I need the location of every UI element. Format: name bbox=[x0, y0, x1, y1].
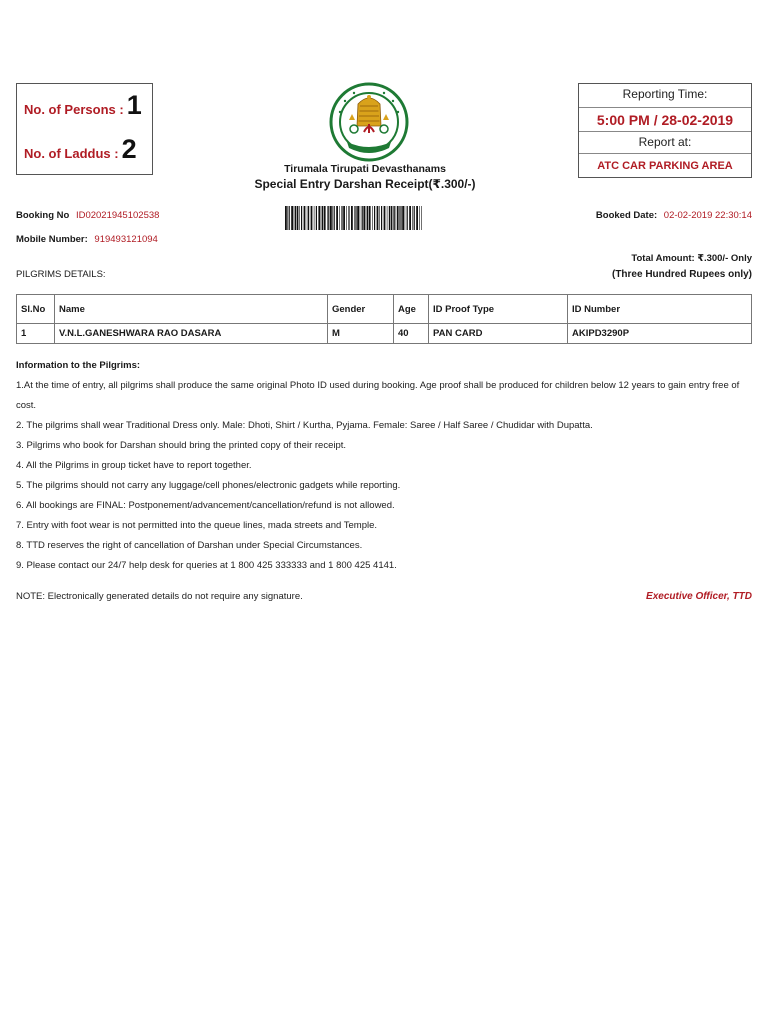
receipt-title: Special Entry Darshan Receipt(₹.300/-) bbox=[254, 177, 476, 191]
signature-note: NOTE: Electronically generated details do not require any signature. bbox=[16, 591, 303, 602]
laddus-count: 2 bbox=[121, 134, 137, 164]
table-cell: PAN CARD bbox=[429, 324, 568, 344]
total-amount-words: (Three Hundred Rupees only) bbox=[611, 269, 752, 280]
barcode-icon bbox=[285, 206, 422, 230]
report-at-value: ATC CAR PARKING AREA bbox=[579, 153, 751, 178]
table-cell: 40 bbox=[394, 324, 429, 344]
table-cell: V.N.L.GANESHWARA RAO DASARA bbox=[55, 324, 328, 344]
signatory: Executive Officer, TTD bbox=[646, 591, 752, 602]
booked-date-label: Booked Date: bbox=[595, 210, 658, 221]
info-list bbox=[16, 376, 752, 576]
info-item: 1.At the time of entry, all pilgrims shall produce the same original Photo ID used during booking. Age proof shall be produced for children below 12 years to gain entry free of cost. bbox=[16, 380, 740, 411]
laddus-row bbox=[24, 132, 137, 166]
table-row bbox=[17, 324, 752, 344]
info-item: 9. Please contact our 24/7 help desk for queries at 1 800 425 333333 and 1 800 425 4141. bbox=[16, 560, 397, 571]
info-item: 8. TTD reserves the right of cancellation of Darshan under Special Circumstances. bbox=[16, 540, 363, 551]
mobile-number bbox=[16, 234, 158, 245]
info-item: 2. The pilgrims shall wear Traditional Dress only. Male: Dhoti, Shirt / Kurtha, Pyjama. Female: Saree / Half Saree / Chudidar with Dupatta. bbox=[16, 420, 593, 431]
column-header: Name bbox=[55, 295, 328, 324]
mobile-number-label: Mobile Number: bbox=[16, 234, 88, 245]
reporting-info-box bbox=[578, 83, 752, 178]
info-item: 5. The pilgrims should not carry any luggage/cell phones/electronic gadgets while reporting. bbox=[16, 480, 401, 491]
column-header: Gender bbox=[328, 295, 394, 324]
booking-number bbox=[16, 210, 159, 221]
laddus-label: No. of Laddus : bbox=[24, 146, 119, 161]
ttd-emblem-icon bbox=[327, 82, 411, 164]
mobile-number-value: 919493121094 bbox=[94, 234, 158, 245]
persons-count: 1 bbox=[126, 90, 142, 120]
info-item: 6. All bookings are FINAL: Postponement/advancement/cancellation/refund is not allowed. bbox=[16, 500, 395, 511]
booking-number-value: ID02021945102538 bbox=[75, 210, 160, 221]
column-header: Sl.No bbox=[17, 295, 55, 324]
booked-date bbox=[596, 210, 752, 221]
column-header: Age bbox=[394, 295, 429, 324]
info-item: 7. Entry with foot wear is not permitted into the queue lines, mada streets and Temple. bbox=[16, 520, 378, 531]
reporting-time-value: 5:00 PM / 28-02-2019 bbox=[579, 107, 751, 131]
persons-row bbox=[24, 88, 142, 122]
table-header-row bbox=[17, 295, 752, 324]
column-header: ID Number bbox=[568, 295, 752, 324]
info-title: Information to the Pilgrims: bbox=[16, 360, 141, 371]
table-cell: AKIPD3290P bbox=[568, 324, 752, 344]
pilgrims-table bbox=[16, 294, 752, 344]
table-cell: 1 bbox=[17, 324, 55, 344]
booking-number-label: Booking No bbox=[16, 210, 70, 221]
report-at-label: Report at: bbox=[579, 131, 751, 153]
total-amount: Total Amount: ₹.300/- Only bbox=[631, 253, 752, 264]
column-header: ID Proof Type bbox=[429, 295, 568, 324]
reporting-time-label: Reporting Time: bbox=[622, 87, 708, 101]
persons-laddus-box bbox=[16, 83, 153, 175]
organization-name: Tirumala Tirupati Devasthanams bbox=[284, 163, 446, 175]
table-cell: M bbox=[328, 324, 394, 344]
pilgrims-section-label: PILGRIMS DETAILS: bbox=[16, 269, 106, 280]
info-item: 3. Pilgrims who book for Darshan should bring the printed copy of their receipt. bbox=[16, 440, 347, 451]
info-item: 4. All the Pilgrims in group ticket have to report together. bbox=[16, 460, 252, 471]
booked-date-value: 02-02-2019 22:30:14 bbox=[663, 210, 752, 221]
persons-label: No. of Persons : bbox=[24, 102, 124, 117]
